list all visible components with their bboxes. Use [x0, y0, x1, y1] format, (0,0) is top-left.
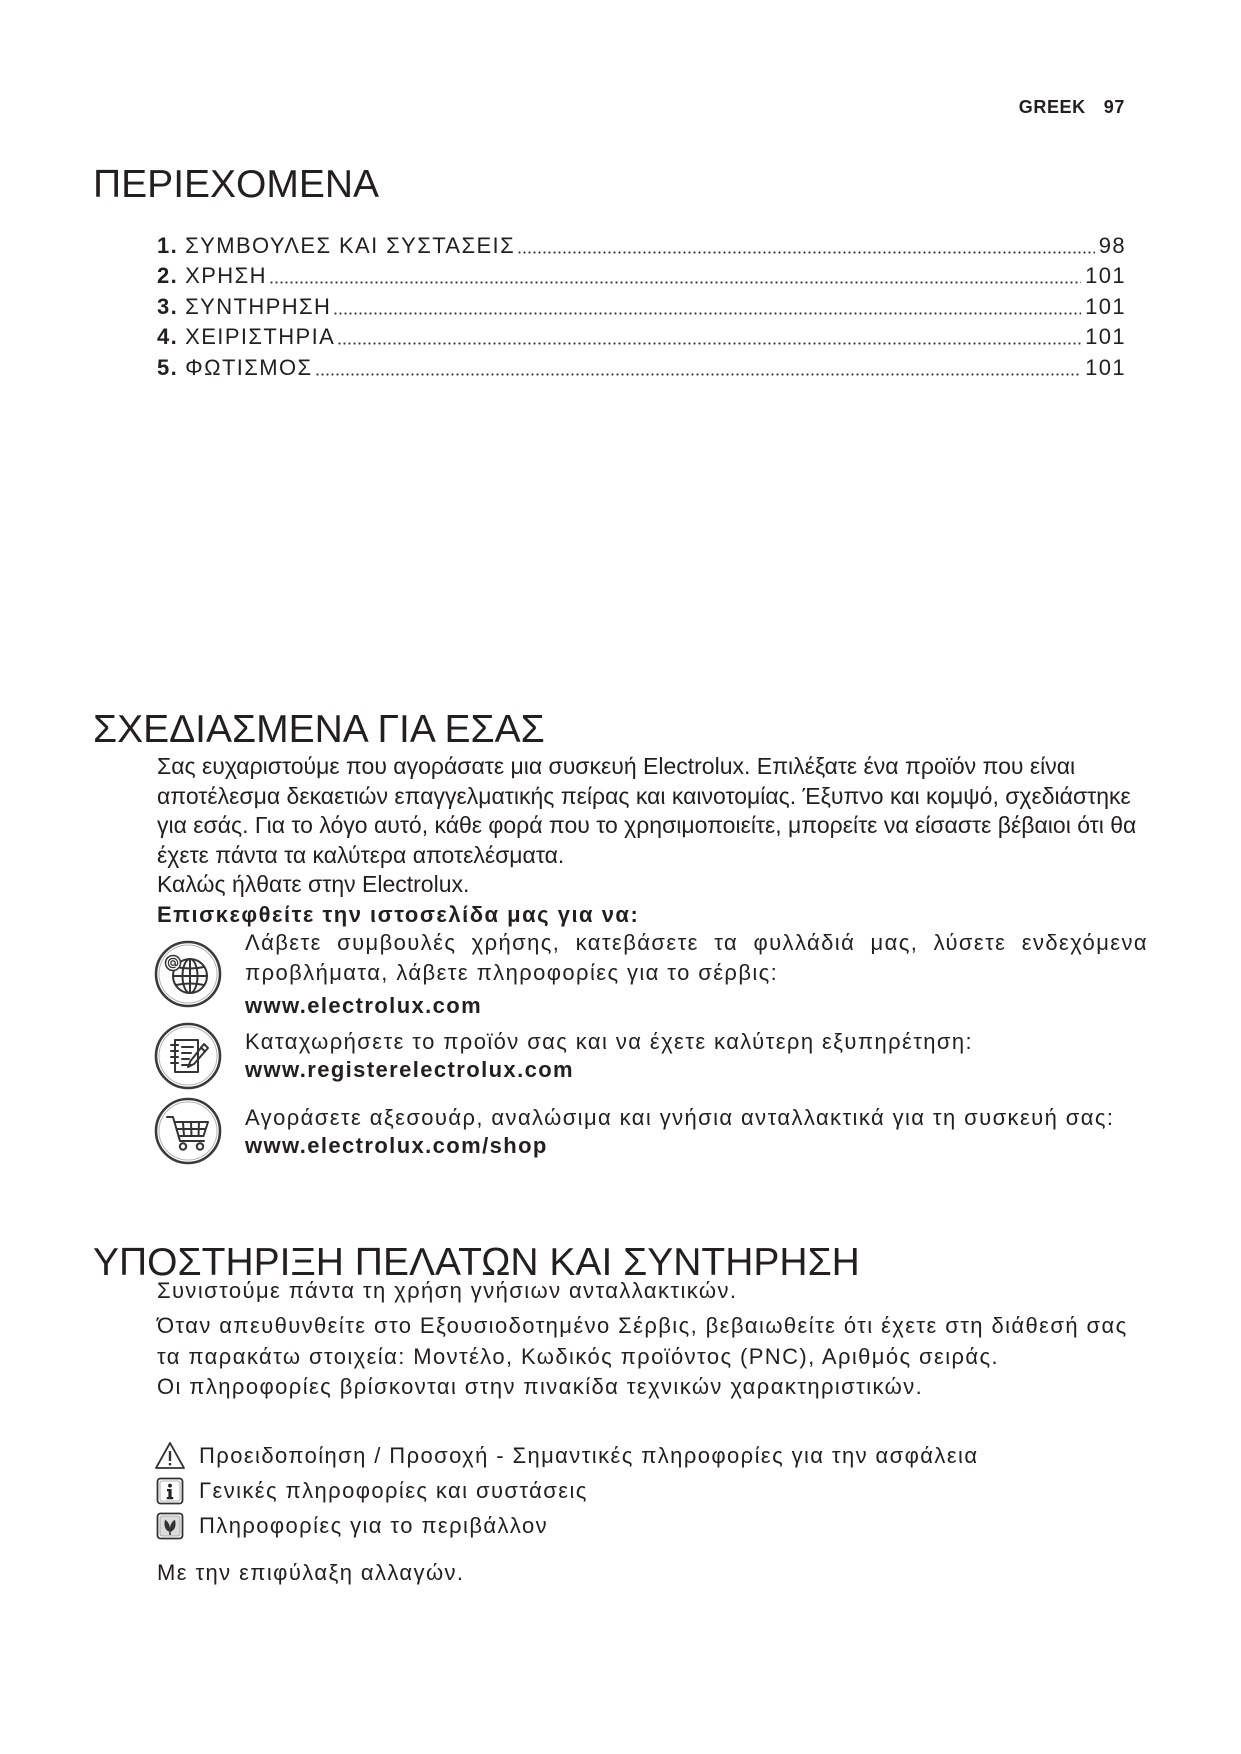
- designed-for-you-title: ΣΧΕΔΙΑΣΜΕΝΑ ΓΙΑ ΕΣΑΣ: [93, 708, 545, 751]
- toc-entry-number: 4.: [157, 324, 179, 349]
- running-header: [1019, 95, 1125, 119]
- warning-legend-text: Προειδοποίηση / Προσοχή - Σημαντικές πληροφορίες για την ασφάλεια: [199, 1443, 979, 1468]
- toc-dot-leader: [517, 251, 1095, 254]
- toc-entry-page: 101: [1085, 263, 1126, 288]
- customer-care-line: τα παρακάτω στοιχεία: Μοντέλο, Κωδικός προϊόντος (PNC), Αριθμός σειράς.: [157, 1344, 1000, 1369]
- toc-entry-number: 3.: [157, 294, 179, 319]
- toc-dot-leader: [333, 312, 1081, 315]
- link-description-line: Αγοράσετε αξεσουάρ, αναλώσιμα και γνήσια ανταλλακτικά για τη συσκευή σας:: [245, 1105, 1115, 1130]
- intro-line: αποτέλεσμα δεκαετιών επαγγελματικής πείρας και καινοτομίας. Έξυπνο και κομψό, σχεδιάστηκε: [157, 783, 1131, 809]
- customer-care-line: Οι πληροφορίες βρίσκονται στην πινακίδα τεχνικών χαρακτηριστικών.: [157, 1374, 924, 1399]
- toc-entry-label: ΧΡΗΣΗ: [185, 263, 267, 288]
- customer-care-line: Όταν απευθυνθείτε στο Εξουσιοδοτημένο Σέρβις, βεβαιωθείτε ότι έχετε στη διάθεσή σας: [157, 1313, 1128, 1338]
- visit-website-label: Επισκεφθείτε την ιστοσελίδα μας για να:: [157, 902, 640, 927]
- environment-icon: [156, 1512, 184, 1540]
- toc-entry[interactable]: [157, 353, 1126, 383]
- toc-entry-page: 101: [1085, 324, 1126, 349]
- warning-icon: [154, 1441, 186, 1471]
- toc-entry-page: 101: [1085, 355, 1126, 380]
- toc-entry-page: 101: [1085, 294, 1126, 319]
- toc-entry[interactable]: [157, 261, 1126, 291]
- info-legend-text: Γενικές πληροφορίες και συστάσεις: [199, 1478, 588, 1503]
- toc-entry-label: ΣΥΝΤΗΡΗΣΗ: [185, 294, 332, 319]
- toc-entry-number: 5.: [157, 355, 179, 380]
- link-description-line: Λάβετε συμβουλές χρήσης, κατεβάσετε τα φυλλάδιά μας, λύσετε ενδεχόμενα: [245, 930, 1148, 955]
- toc-title: ΠΕΡΙΕΧΟΜΕΝΑ: [93, 163, 380, 206]
- toc-entry-number: 2.: [157, 263, 179, 288]
- header-language: GREEK: [1018, 97, 1086, 117]
- customer-care-line: Συνιστούμε πάντα τη χρήση γνήσιων ανταλλακτικών.: [157, 1278, 738, 1303]
- intro-line: Σας ευχαριστούμε που αγοράσατε μια συσκευή Electrolux. Επιλέξατε ένα προϊόν που είναι: [157, 753, 1076, 779]
- register-website-link[interactable]: www.registerelectrolux.com: [245, 1057, 575, 1082]
- shop-website-link[interactable]: www.electrolux.com/shop: [245, 1133, 548, 1158]
- electrolux-website-link[interactable]: www.electrolux.com: [245, 993, 483, 1018]
- link-description-line: Καταχωρήσετε το προϊόν σας και να έχετε καλύτερη εξυπηρέτηση:: [245, 1029, 974, 1054]
- info-icon: [156, 1477, 184, 1505]
- toc-entry-label: ΧΕΙΡΙΣΤΗΡΙΑ: [185, 324, 336, 349]
- intro-line: για εσάς. Για το λόγο αυτό, κάθε φορά που το χρησιμοποιείτε, μπορείτε να είσαστε βέβαιοι ότι θα: [157, 812, 1137, 838]
- customer-care-title: ΥΠΟΣΤΗΡΙΞΗ ΠΕΛΑΤΩΝ ΚΑΙ ΣΥΝΤΗΡΗΣΗ: [93, 1241, 860, 1284]
- subject-to-change-note: Με την επιφύλαξη αλλαγών.: [157, 1560, 465, 1585]
- register-document-icon: [153, 1021, 223, 1091]
- intro-line: έχετε πάντα τα καλύτερα αποτελέσματα.: [157, 842, 565, 868]
- environment-legend-text: Πληροφορίες για το περιβάλλον: [199, 1513, 549, 1538]
- toc-entry-label: ΣΥΜΒΟΥΛΕΣ ΚΑΙ ΣΥΣΤΑΣΕΙΣ: [185, 233, 516, 258]
- link-description-line: προβλήματα, λάβετε πληροφορίες για το σέρβις:: [245, 960, 779, 985]
- welcome-text: Καλώς ήλθατε στην Electrolux.: [157, 871, 470, 897]
- header-page-number: 97: [1103, 97, 1125, 117]
- globe-icon: [153, 939, 223, 1009]
- toc-dot-leader: [315, 373, 1082, 376]
- toc-entry[interactable]: [157, 231, 1126, 261]
- toc-dot-leader: [269, 281, 1081, 284]
- toc-entry[interactable]: [157, 322, 1126, 352]
- toc-dot-leader: [337, 342, 1081, 345]
- toc-entry[interactable]: [157, 292, 1126, 322]
- toc-entry-label: ΦΩΤΙΣΜΟΣ: [185, 355, 313, 380]
- toc-entry-page: 98: [1098, 233, 1126, 258]
- shopping-cart-icon: [153, 1096, 223, 1166]
- toc-entry-number: 1.: [157, 233, 179, 258]
